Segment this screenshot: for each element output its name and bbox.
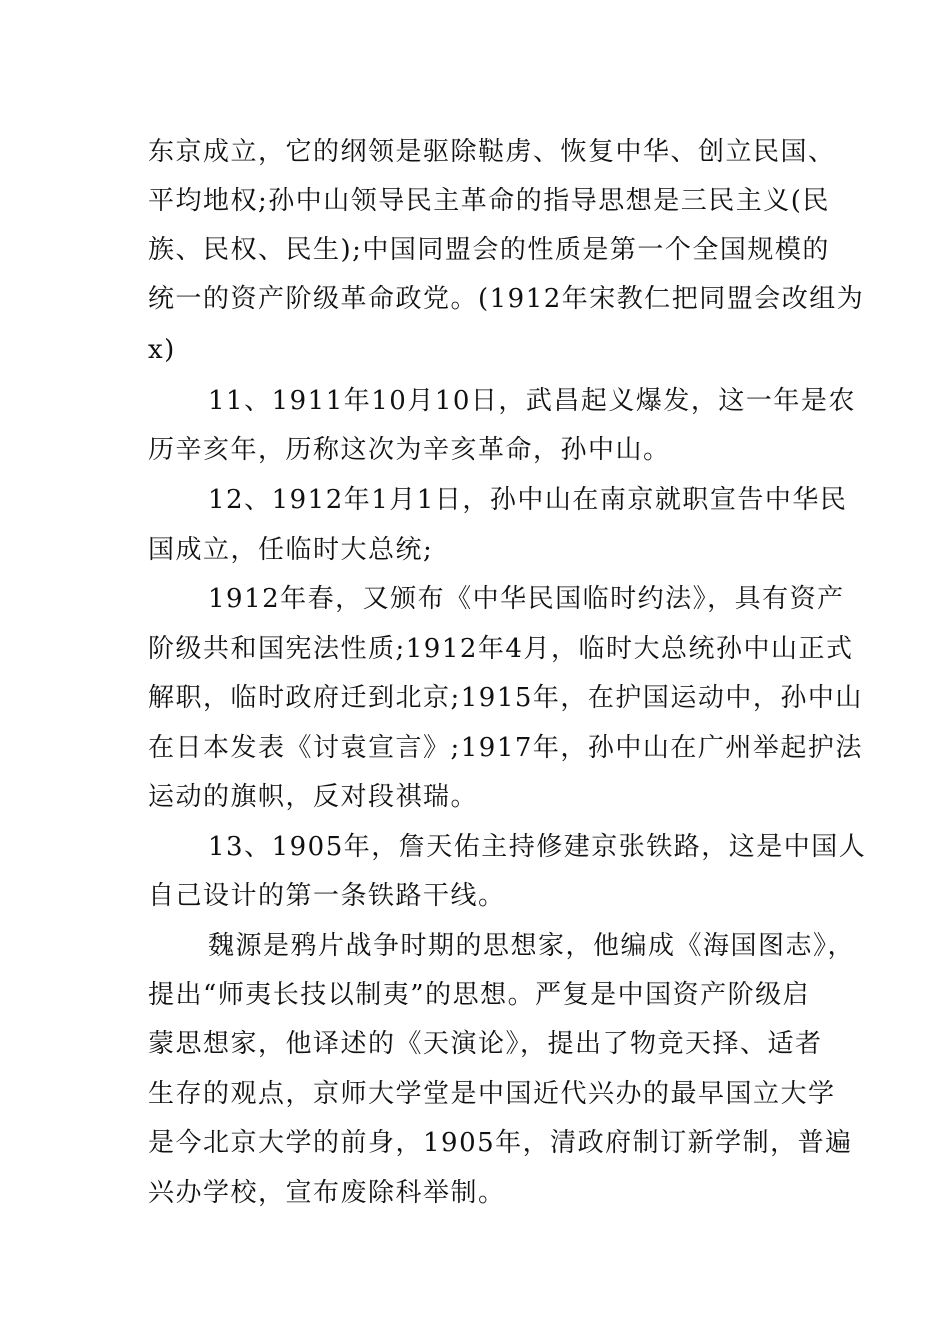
paragraph-12-line: 12、1912年1月1日，孙中山在南京就职宣告中华民 (208, 485, 848, 515)
text-line: 阶级共和国宪法性质;1912年4月，临时大总统孙中山正式 (148, 634, 854, 664)
text-line: 族、民权、民生);中国同盟会的性质是第一个全国规模的 (148, 235, 830, 265)
text-line: 统一的资产阶级革命政党。(1912年宋教仁把同盟会改组为 (148, 284, 865, 314)
text-line: x) (148, 335, 176, 365)
text-line: 平均地权;孙中山领导民主革命的指导思想是三民主义(民 (148, 186, 830, 216)
text-line: 解职，临时政府迁到北京;1915年，在护国运动中，孙中山 (148, 683, 863, 713)
paragraph-11-line: 11、1911年10月10日，武昌起义爆发，这一年是农 (208, 386, 856, 416)
text-line: 生存的观点，京师大学堂是中国近代兴办的最早国立大学 (148, 1079, 836, 1109)
paragraph-1912-line: 1912年春，又颁布《中华民国临时约法》，具有资产 (208, 584, 845, 614)
paragraph-weiyuan-line: 魏源是鸦片战争时期的思想家，他编成《海国图志》， (208, 931, 856, 961)
text-line: 是今北京大学的前身，1905年，清政府制订新学制，普遍 (148, 1128, 853, 1158)
text-line: 历辛亥年，历称这次为辛亥革命，孙中山。 (148, 435, 671, 465)
text-line: 在日本发表《讨袁宣言》;1917年，孙中山在广州举起护法 (148, 733, 863, 763)
text-line: 东京成立，它的纲领是驱除鞑虏、恢复中华、创立民国、 (148, 137, 836, 167)
text-line: 兴办学校，宣布废除科举制。 (148, 1178, 506, 1208)
paragraph-13-line: 13、1905年，詹天佑主持修建京张铁路，这是中国人 (208, 832, 867, 862)
text-line: 运动的旗帜，反对段祺瑞。 (148, 782, 479, 812)
text-line: 蒙思想家，他译述的《天演论》，提出了物竞天择、适者 (148, 1029, 823, 1059)
text-line: 自己设计的第一条铁路干线。 (148, 881, 506, 911)
text-line: 国成立，任临时大总统; (148, 535, 434, 565)
text-line: 提出“师夷长技以制夷”的思想。严复是中国资产阶级启 (148, 980, 811, 1010)
